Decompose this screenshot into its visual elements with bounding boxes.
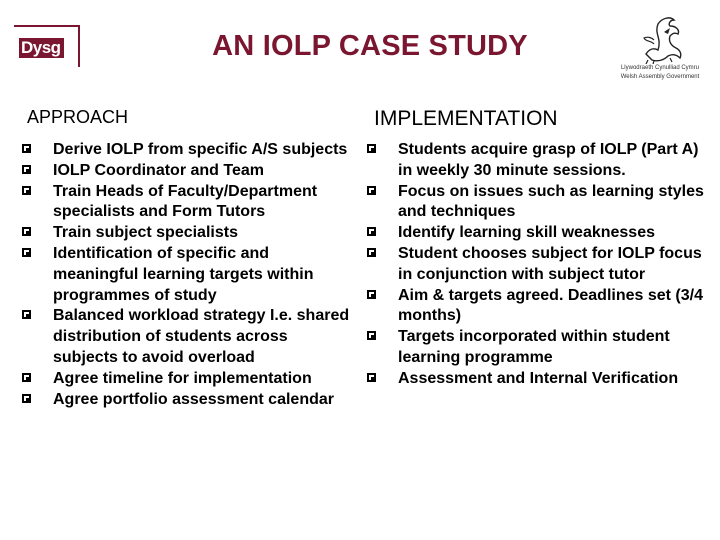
checkbox-bullet-icon (367, 144, 376, 153)
checkbox-bullet-icon (367, 331, 376, 340)
implementation-heading: IMPLEMENTATION (374, 107, 558, 130)
checkbox-bullet-icon (22, 248, 31, 257)
checkbox-bullet-icon (22, 186, 31, 195)
checkbox-bullet-icon (22, 165, 31, 174)
checkbox-bullet-icon (22, 144, 31, 153)
list-item: Targets incorporated within student learning programme (367, 327, 712, 369)
checkbox-bullet-icon (367, 248, 376, 257)
checkbox-bullet-icon (367, 186, 376, 195)
list-item: Aim & targets agreed. Deadlines set (3/4 months) (367, 286, 712, 328)
list-item: Student chooses subject for IOLP focus in conjunction with subject tutor (367, 244, 712, 286)
approach-heading: APPROACH (27, 107, 129, 127)
checkbox-bullet-icon (367, 227, 376, 236)
checkbox-bullet-icon (22, 227, 31, 236)
approach-list (22, 140, 352, 410)
page-title: AN IOLP CASE STUDY (212, 30, 528, 62)
list-item: Agree portfolio assessment calendar (22, 390, 352, 411)
list-item: Students acquire grasp of IOLP (Part A) in weekly 30 minute sessions. (367, 140, 712, 182)
checkbox-bullet-icon (22, 310, 31, 319)
gov-name-welsh: Llywodraeth Cynulliad Cymru (620, 65, 700, 71)
list-item: Train subject specialists (22, 223, 352, 244)
list-item: Assessment and Internal Verification (367, 369, 712, 390)
list-item: Train Heads of Faculty/Department specialists and Form Tutors (22, 182, 352, 224)
checkbox-bullet-icon (22, 373, 31, 382)
welsh-dragon-icon (640, 14, 684, 64)
checkbox-bullet-icon (367, 373, 376, 382)
checkbox-bullet-icon (22, 394, 31, 403)
list-item: Identification of specific and meaningful learning targets within programmes of study (22, 244, 352, 306)
list-item: Focus on issues such as learning styles and techniques (367, 182, 712, 224)
list-item: IOLP Coordinator and Team (22, 161, 352, 182)
welsh-assembly-logo (612, 14, 708, 82)
list-item: Identify learning skill weaknesses (367, 223, 712, 244)
list-item: Balanced workload strategy I.e. shared distribution of students across subjects to avoid overload (22, 306, 352, 368)
list-item: Agree timeline for implementation (22, 369, 352, 390)
dysg-logo-text: Dysg (19, 38, 64, 58)
dysg-logo (14, 25, 80, 67)
checkbox-bullet-icon (367, 290, 376, 299)
list-item: Derive IOLP from specific A/S subjects (22, 140, 352, 161)
implementation-list (367, 140, 712, 390)
gov-name-english: Welsh Assembly Government (620, 74, 700, 80)
